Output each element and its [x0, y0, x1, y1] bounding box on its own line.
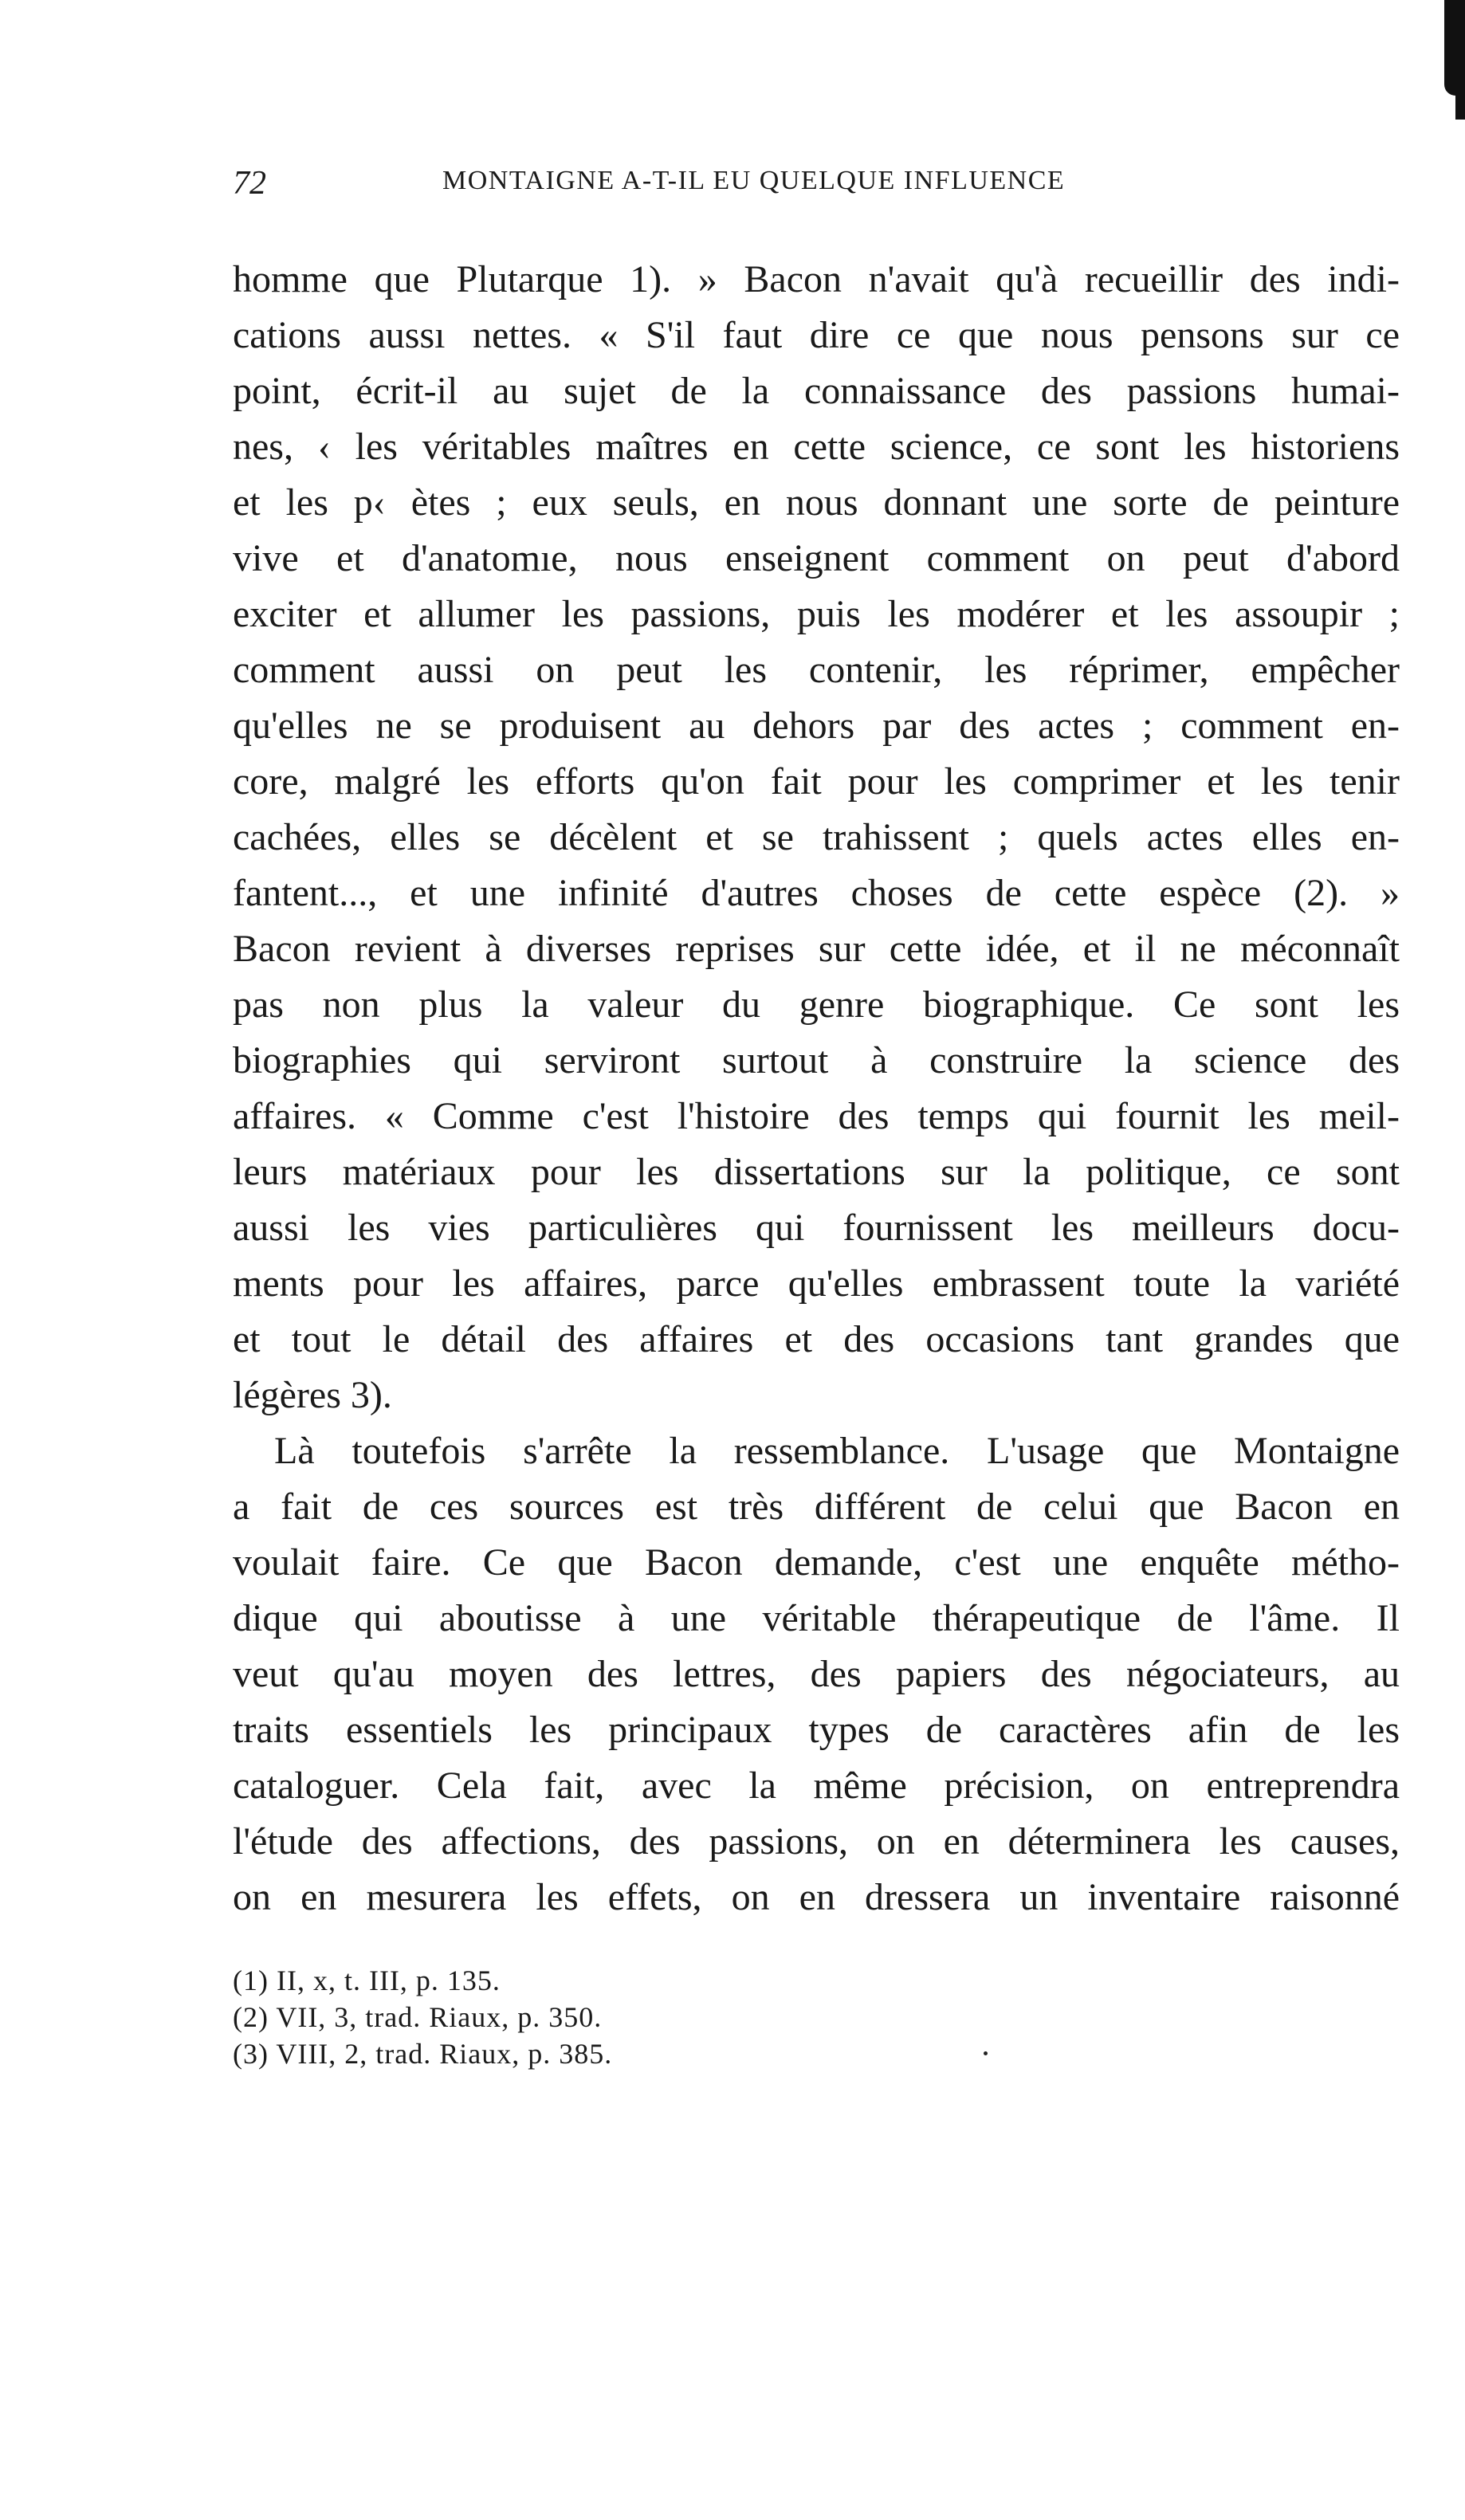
text-line: homme que Plutarque 1). » Bacon n'avait qu'à recueillir des indi- — [233, 258, 1400, 300]
text-line: fantent..., et une infinité d'autres choses de cette espèce (2). » — [233, 872, 1400, 914]
text-line: biographies qui serviront surtout à construire la science des — [233, 1039, 1400, 1081]
footnote: (2) VII, 3, trad. Riaux, p. 350. — [233, 2001, 603, 2033]
text-line: a fait de ces sources est très différent de celui que Bacon en — [233, 1486, 1400, 1528]
text-line: leurs matériaux pour les dissertations sur la politique, ce sont — [233, 1151, 1400, 1193]
text-line: voulait faire. Ce que Bacon demande, c'est une enquête métho- — [233, 1541, 1400, 1584]
text-line: aussi les vies particulières qui fournissent les meilleurs docu- — [233, 1207, 1400, 1249]
text-line: vive et d'anatomıe, nous enseignent comment on peut d'abord — [233, 537, 1400, 579]
text-line: cations aussı nettes. « S'il faut dire ce que nous pensons sur ce — [233, 314, 1400, 356]
footnote: (1) II, x, t. III, p. 135. — [233, 1965, 501, 1996]
text-line: cachées, elles se décèlent et se trahissent ; quels actes elles en- — [233, 816, 1400, 858]
page-edge-mark-tail — [1455, 88, 1465, 120]
text-line: core, malgré les efforts qu'on fait pour les comprimer et les tenir — [233, 760, 1400, 803]
text-line: pas non plus la valeur du genre biographique. Ce sont les — [233, 983, 1400, 1026]
footnotes — [233, 1962, 1030, 2072]
text-line: ments pour les affaires, parce qu'elles embrassent toute la variété — [233, 1262, 1400, 1305]
ink-speck — [984, 2051, 988, 2055]
text-line: Bacon revient à diverses reprises sur cette idée, et il ne méconnaît — [233, 928, 1400, 970]
text-line: Là toutefois s'arrête la ressemblance. L'usage que Montaigne — [274, 1430, 1400, 1472]
page-header — [233, 164, 1400, 212]
page-edge-mark — [1444, 0, 1465, 96]
text-line: qu'elles ne se produisent au dehors par des actes ; comment en- — [233, 705, 1400, 747]
text-line: affaires. « Comme c'est l'histoire des temps qui fournit les meil- — [233, 1095, 1400, 1137]
text-line: dique qui aboutisse à une véritable thérapeutique de l'âme. Il — [233, 1597, 1400, 1639]
text-line: et tout le détail des affaires et des occasions tant grandes que — [233, 1318, 1400, 1360]
text-line: légères 3). — [233, 1374, 392, 1416]
text-line: traits essentiels les principaux types de caractères afin de les — [233, 1709, 1400, 1751]
text-line: et les p‹ ètes ; eux seuls, en nous donnant une sorte de peinture — [233, 481, 1400, 524]
text-line: nes, ‹ les véritables maîtres en cette science, ce sont les historiens — [233, 426, 1400, 468]
text-line: point, écrit-il au sujet de la connaissance des passions humai- — [233, 370, 1400, 412]
running-head: MONTAIGNE A-T-IL EU QUELQUE INFLUENCE — [442, 166, 1066, 195]
text-line: comment aussi on peut les contenir, les réprimer, empêcher — [233, 649, 1400, 691]
text-line: veut qu'au moyen des lettres, des papiers des négociateurs, au — [233, 1653, 1400, 1695]
page-number: 72 — [233, 165, 266, 202]
footnote: (3) VIII, 2, trad. Riaux, p. 385. — [233, 2038, 613, 2070]
body-text — [233, 252, 1400, 1925]
text-line: on en mesurera les effets, on en dressera un inventaire raisonné — [233, 1876, 1400, 1918]
text-line: l'étude des affections, des passions, on en déterminera les causes, — [233, 1820, 1400, 1863]
text-line: cataloguer. Cela fait, avec la même précision, on entreprendra — [233, 1764, 1400, 1807]
text-line: exciter et allumer les passions, puis les modérer et les assoupir ; — [233, 593, 1400, 635]
